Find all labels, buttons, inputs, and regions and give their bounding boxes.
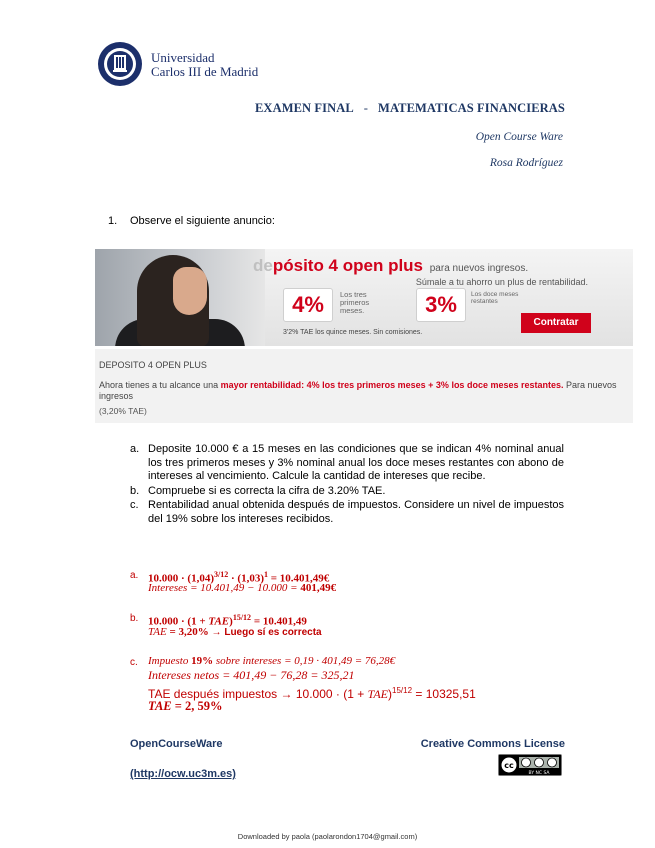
subquestion-label: c. [130,499,139,511]
ocw-header: Open Course Ware [475,131,563,143]
banner-headline-small: para nuevos ingresos. [429,263,529,274]
subquestion-label: a. [130,443,140,455]
svg-text:BY NC SA: BY NC SA [528,771,550,775]
formula-part: = 10.401,49€ [267,572,330,585]
solution-label: c. [130,657,138,668]
solution-c-line4 [148,700,223,713]
university-name-line2: Carlos III de Madrid [151,64,259,79]
exam-label: EXAMEN FINAL [255,101,354,115]
subquestion-label: b. [130,484,140,497]
solution-a [130,568,550,598]
title-separator: - [363,101,369,115]
exam-title [255,101,565,116]
subquestion-list [130,443,564,527]
formula-part: = 10.401,49 [251,615,307,628]
formula-note: → Luego sí es correcta [208,627,322,638]
banner-photo [95,249,265,346]
formula-result: 401,49€ [300,582,337,594]
university-name-line1: Universidad [151,50,215,65]
subquestion-c [130,499,564,526]
subject-label: MATEMATICAS FINANCIERAS [378,101,565,115]
solution-c [130,655,550,717]
formula-part: 10.000 · (1 + [148,615,209,628]
rate-label-3: Los doce meses restantes [471,291,519,305]
banner-headline-rest: pósito 4 open plus [272,256,424,275]
subquestion-text: Rentabilidad anual obtenida después de impuestos. Considere un nivel de impuestos del 19% sobre los intereses recibidos. [148,499,564,525]
formula-part: TAE [148,699,172,713]
banner-headline [253,256,528,276]
banner-subtitle: Súmale a tu ahorro un plus de rentabilidad. [415,277,588,287]
formula-part: 19% [188,655,216,667]
rate-box-3: 3% [416,288,466,322]
ocw-footer-label: OpenCourseWare [130,738,223,750]
solution-b [130,611,550,641]
formula-part: = 401,49 − 76,28 = 325,21 [219,668,355,682]
formula-part: Intereses [148,582,188,594]
question-1 [108,215,275,227]
formula-result: = 2, 59% [171,699,223,713]
deposit-text-highlight: mayor rentabilidad: 4% los tres primeros meses + 3% los doce meses restantes. [220,380,564,390]
rate-label-4: Los tres primeros meses. [340,290,370,315]
formula-part: = 0,19 · 401,49 = 76,28€ [281,655,396,667]
subquestion-b [130,485,564,499]
formula-exponent: 15/12 [232,613,252,622]
ocw-link[interactable]: (http://ocw.uc3m.es) [130,768,236,780]
ad-banner [95,249,633,346]
formula-exponent: 3/12 [214,570,229,579]
subquestion-text: Compruebe si es correcta la cifra de 3.20% TAE. [148,484,386,497]
subquestion-a [130,443,564,484]
deposit-text-end: Para nuevos ingresos [99,380,617,401]
subquestion-text: Deposite 10.000 € a 15 meses en las condiciones que se indican 4% nominal anual los tres primeros meses y 3% nominal anual los doce meses restantes con abono de intereses al vencimiento. Calcule la cantidad de intereses que recibe. [148,443,564,482]
formula-part: TAE [148,626,167,638]
deposit-tae: (3,20% TAE) [99,406,147,416]
formula-part: Impuesto [148,655,189,667]
formula-part: TAE [367,687,389,701]
formula-part: TAE después impuestos → 10.000 · (1 + [148,687,368,701]
solution-a-line2 [148,582,336,595]
formula-part: ) [388,687,393,701]
formula-part: = 10.401,49 − 10.000 = [187,582,301,594]
license-label: Creative Commons License [420,738,565,750]
banner-tae: 3'2% TAE los quince meses. Sin comisiones. [283,329,423,336]
contratar-button[interactable]: Contratar [521,313,591,333]
solution-label: a. [130,570,139,581]
formula-exponent: 15/12 [392,686,413,695]
formula-part: ) [229,615,233,628]
deposit-text [99,380,627,402]
solution-c-line1 [148,655,395,668]
download-footer: Downloaded by paola (paolarondon1704@gmail.com) [237,832,418,841]
formula-part: · (1,03) [228,572,264,585]
formula-part: = 10325,51 [412,687,476,701]
rate-box-4: 4% [283,288,333,322]
formula-result: = 3,20% [166,626,209,638]
formula-part: sobre intereses [215,655,282,667]
solution-c-line2 [148,669,355,682]
deposit-text-start: Ahora tienes a tu alcance una [99,380,221,390]
formula-part: 10.000 · (1,04) [148,572,214,585]
university-name [151,51,258,79]
solution-b-line2 [148,626,322,639]
author-name: Rosa Rodríguez [489,157,563,169]
formula-exponent: 1 [263,570,268,579]
deposit-info [95,349,633,423]
solution-label: b. [130,613,139,624]
university-logo-icon [97,41,143,87]
cc-license-icon [498,754,562,776]
banner-headline-de: de [253,256,273,275]
formula-part: Intereses netos [148,668,220,682]
deposit-title: DEPOSITO 4 OPEN PLUS [99,360,207,370]
question-text: Observe el siguiente anuncio: [130,215,275,227]
question-number: 1. [108,215,118,227]
formula-part: TAE [208,615,230,628]
svg-text:cc: cc [504,761,514,770]
